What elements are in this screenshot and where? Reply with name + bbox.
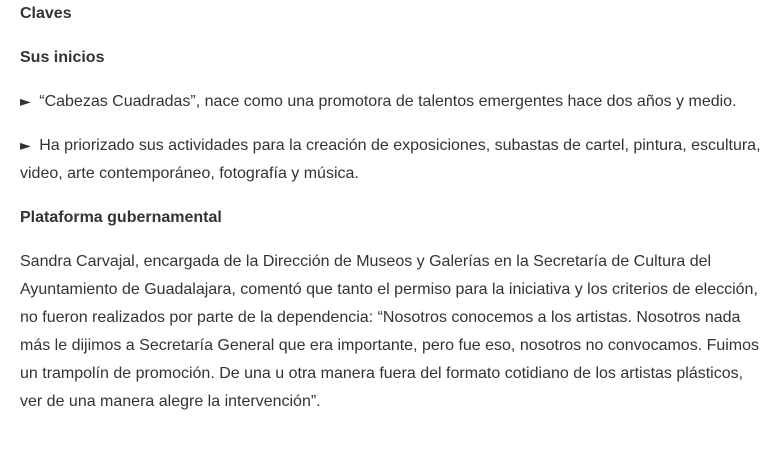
- paragraph-text: Ha priorizado sus actividades para la creación de exposiciones, subastas de cartel, pintura, escultura, video, arte contemporáneo, fotografía y música.: [20, 137, 761, 182]
- paragraph-text: “Cabezas Cuadradas”, nace como una promotora de talentos emergentes hace dos años y medio.: [39, 93, 737, 110]
- section-heading: Plataforma gubernamental: [20, 209, 222, 226]
- bullet-item: [20, 132, 765, 188]
- paragraph-text: Sandra Carvajal, encargada de la Dirección de Museos y Galerías en la Secretaría de Cultura del Ayuntamiento de Guadalajara, comentó que tanto el permiso para la iniciativa y los criterios de elección, no fueron realizados por parte de la dependencia: “Nosotros conocemos a los artistas. Nosotros nada más le dijimos a Secretaría General que era importante, pero fue eso, nosotros no convocamos. Fuimos un trampolín de promoción. De una u otra manera fuera del formato cotidiano de los artistas plásticos, ver de una manera alegre la intervención”.: [20, 253, 760, 410]
- right-pointer-bullet-icon: ►: [20, 94, 31, 110]
- right-pointer-bullet-icon: ►: [20, 138, 31, 154]
- section-heading: Sus inicios: [20, 49, 105, 66]
- section-heading: Claves: [20, 5, 72, 22]
- bullet-item: [20, 88, 765, 116]
- body-paragraph: [20, 248, 765, 416]
